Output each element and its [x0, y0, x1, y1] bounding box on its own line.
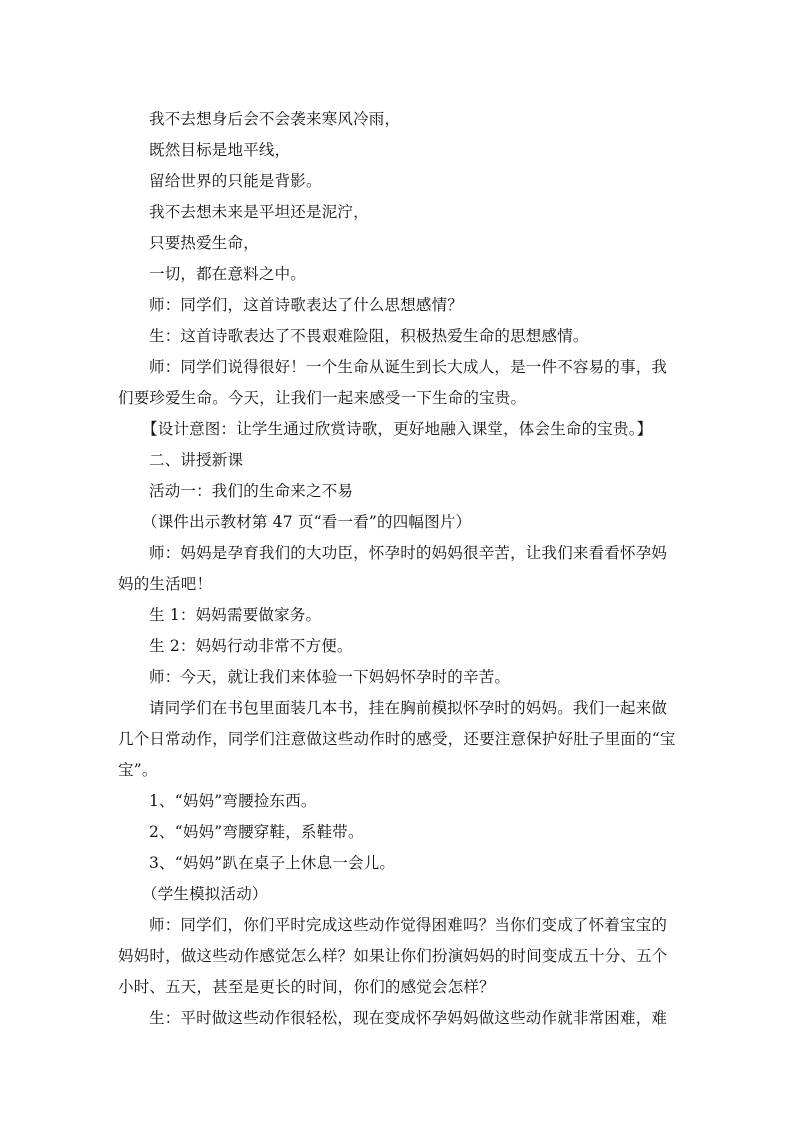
section-heading: 二、讲授新课 — [149, 451, 244, 469]
document-body — [118, 104, 678, 1034]
action-item-3: 3、“妈妈”趴在桌子上休息一会儿。 — [149, 854, 396, 872]
teacher-intro: 师：妈妈是孕育我们的大功臣，怀孕时的妈妈很辛苦，让我们来看看怀孕妈妈的生活吧！ — [118, 544, 668, 593]
poem-line-3: 留给世界的只能是背影。 — [149, 172, 322, 190]
courseware-note: （课件出示教材第 47 页“看一看”的四幅图片） — [142, 513, 472, 531]
student-2-answer: 生 2：妈妈行动非常不方便。 — [149, 637, 353, 655]
action-item-2: 2、“妈妈”弯腰穿鞋，系鞋带。 — [149, 823, 364, 841]
teacher-summary: 师：同学们说得很好！一个生命从诞生到长大成人，是一件不容易的事，我们要珍爱生命。今天，让我们一起来感受一下生命的宝贵。 — [118, 358, 668, 407]
poem-line-5: 只要热爱生命， — [149, 234, 259, 252]
teacher-experience: 师：今天，就让我们来体验一下妈妈怀孕时的辛苦。 — [149, 668, 511, 686]
poem-line-4: 我不去想未来是平坦还是泥泞， — [149, 203, 369, 221]
student-answer: 生：这首诗歌表达了不畏艰难险阻，积极热爱生命的思想感情。 — [149, 327, 589, 345]
student-1-answer: 生 1：妈妈需要做家务。 — [149, 606, 322, 624]
action-item-1: 1、“妈妈”弯腰捡东西。 — [149, 792, 317, 810]
teacher-question: 师：同学们，这首诗歌表达了什么思想感情？ — [149, 296, 464, 314]
activity-instruction: 请同学们在书包里面装几本书，挂在胸前模拟怀孕时的妈妈。我们一起来做几个日常动作，同学们注意做这些动作时的感受，还要注意保护好肚子里面的“宝宝”。 — [118, 699, 676, 779]
poem-line-1: 我不去想身后会不会袭来寒风冷雨， — [149, 110, 401, 128]
teacher-follow-up: 师：同学们，你们平时完成这些动作觉得困难吗？当你们变成了怀着宝宝的妈妈时，做这些动作感觉怎么样？如果让你们扮演妈妈的时间变成五十分、五个小时、五天，甚至是更长的时间，你们的感觉会怎样？ — [118, 916, 668, 996]
simulation-note: （学生模拟活动） — [142, 885, 268, 903]
student-response: 生：平时做这些动作很轻松，现在变成怀孕妈妈做这些动作就非常困难，难 — [149, 1009, 668, 1027]
poem-line-2: 既然目标是地平线， — [149, 141, 291, 159]
activity-title: 活动一：我们的生命来之不易 — [149, 482, 354, 500]
design-intent: 【设计意图：让学生通过欣赏诗歌，更好地融入课堂，体会生命的宝贵。】 — [142, 420, 653, 438]
poem-line-6: 一切，都在意料之中。 — [149, 265, 307, 283]
